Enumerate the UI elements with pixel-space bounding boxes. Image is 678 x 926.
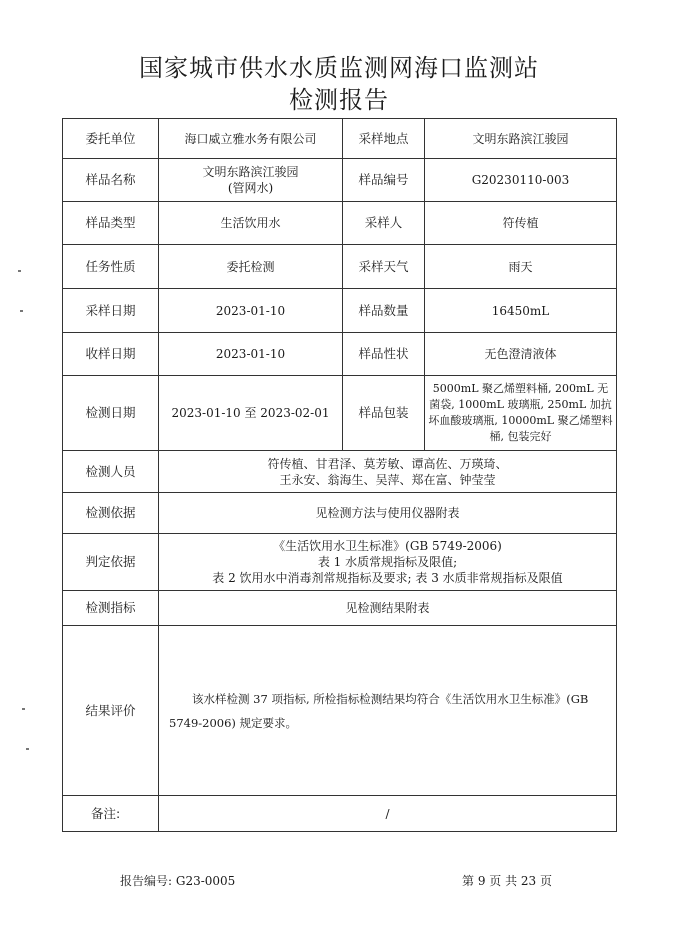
report-title-line1: 国家城市供水水质监测网海口监测站 bbox=[139, 54, 539, 82]
sample-quantity-label: 样品数量 bbox=[343, 289, 425, 333]
sampling-site-value: 文明东路滨江骏园 bbox=[425, 119, 617, 159]
sample-name-label: 样品名称 bbox=[63, 159, 159, 202]
sample-no-value: G20230110-003 bbox=[425, 159, 617, 202]
sample-name-value: 文明东路滨江骏园 (管网水) bbox=[159, 159, 343, 202]
sample-package-value: 5000mL 聚乙烯塑料桶, 200mL 无菌袋, 1000mL 玻璃瓶, 250mL 加抗坏血酸玻璃瓶, 10000mL 聚乙烯塑料桶, 包装完好 bbox=[425, 376, 617, 451]
remarks-label: 备注: bbox=[63, 796, 159, 832]
test-indicators-value: 见检测结果附表 bbox=[159, 591, 617, 626]
sampler-value: 符传植 bbox=[425, 202, 617, 245]
remarks-value: / bbox=[159, 796, 617, 832]
sampler-label: 采样人 bbox=[343, 202, 425, 245]
evaluation-cell bbox=[159, 626, 617, 796]
testers-label: 检测人员 bbox=[63, 451, 159, 493]
report-table bbox=[62, 118, 617, 832]
page-number: 第 9 页 共 23 页 bbox=[462, 874, 552, 888]
sampling-date-value: 2023-01-10 bbox=[159, 289, 343, 333]
test-basis-label: 检测依据 bbox=[63, 493, 159, 534]
testers-value: 符传植、甘君泽、莫芳敏、谭高佐、万瑛琦、 王永安、翁海生、吴萍、郑在富、钟莹莹 bbox=[159, 451, 617, 493]
test-date-label: 检测日期 bbox=[63, 376, 159, 451]
sample-state-value: 无色澄清液体 bbox=[425, 333, 617, 376]
receiving-date-value: 2023-01-10 bbox=[159, 333, 343, 376]
sampling-weather-value: 雨天 bbox=[425, 245, 617, 289]
judgment-basis-label: 判定依据 bbox=[63, 534, 159, 591]
judgment-basis-value: 《生活饮用水卫生标准》(GB 5749-2006) 表 1 水质常规指标及限值; 表 2 饮用水中消毒剂常规指标及要求; 表 3 水质非常规指标及限值 bbox=[159, 534, 617, 591]
receiving-date-label: 收样日期 bbox=[63, 333, 159, 376]
sample-package-label: 样品包装 bbox=[343, 376, 425, 451]
test-basis-value: 见检测方法与使用仪器附表 bbox=[159, 493, 617, 534]
task-nature-label: 任务性质 bbox=[63, 245, 159, 289]
scan-speck bbox=[18, 270, 21, 272]
sample-state-label: 样品性状 bbox=[343, 333, 425, 376]
task-nature-value: 委托检测 bbox=[159, 245, 343, 289]
sample-quantity-value: 16450mL bbox=[425, 289, 617, 333]
report-number: 报告编号: G23-0005 bbox=[120, 874, 236, 888]
evaluation-text: 该水样检测 37 项指标, 所检指标检测结果均符合《生活饮用水卫生标准》(GB 5749-2006) 规定要求。 bbox=[169, 691, 589, 730]
sampling-weather-label: 采样天气 bbox=[343, 245, 425, 289]
scan-speck bbox=[20, 310, 23, 312]
sampling-site-label: 采样地点 bbox=[343, 119, 425, 159]
report-title-line2: 检测报告 bbox=[289, 86, 389, 114]
sampling-date-label: 采样日期 bbox=[63, 289, 159, 333]
test-indicators-label: 检测指标 bbox=[63, 591, 159, 626]
evaluation-label: 结果评价 bbox=[63, 626, 159, 796]
sample-no-label: 样品编号 bbox=[343, 159, 425, 202]
test-date-value: 2023-01-10 至 2023-02-01 bbox=[159, 376, 343, 451]
scan-speck bbox=[26, 748, 29, 750]
sample-type-value: 生活饮用水 bbox=[159, 202, 343, 245]
entrusting-unit-value: 海口威立雅水务有限公司 bbox=[159, 119, 343, 159]
scan-speck bbox=[22, 708, 25, 710]
entrusting-unit-label: 委托单位 bbox=[63, 119, 159, 159]
sample-type-label: 样品类型 bbox=[63, 202, 159, 245]
